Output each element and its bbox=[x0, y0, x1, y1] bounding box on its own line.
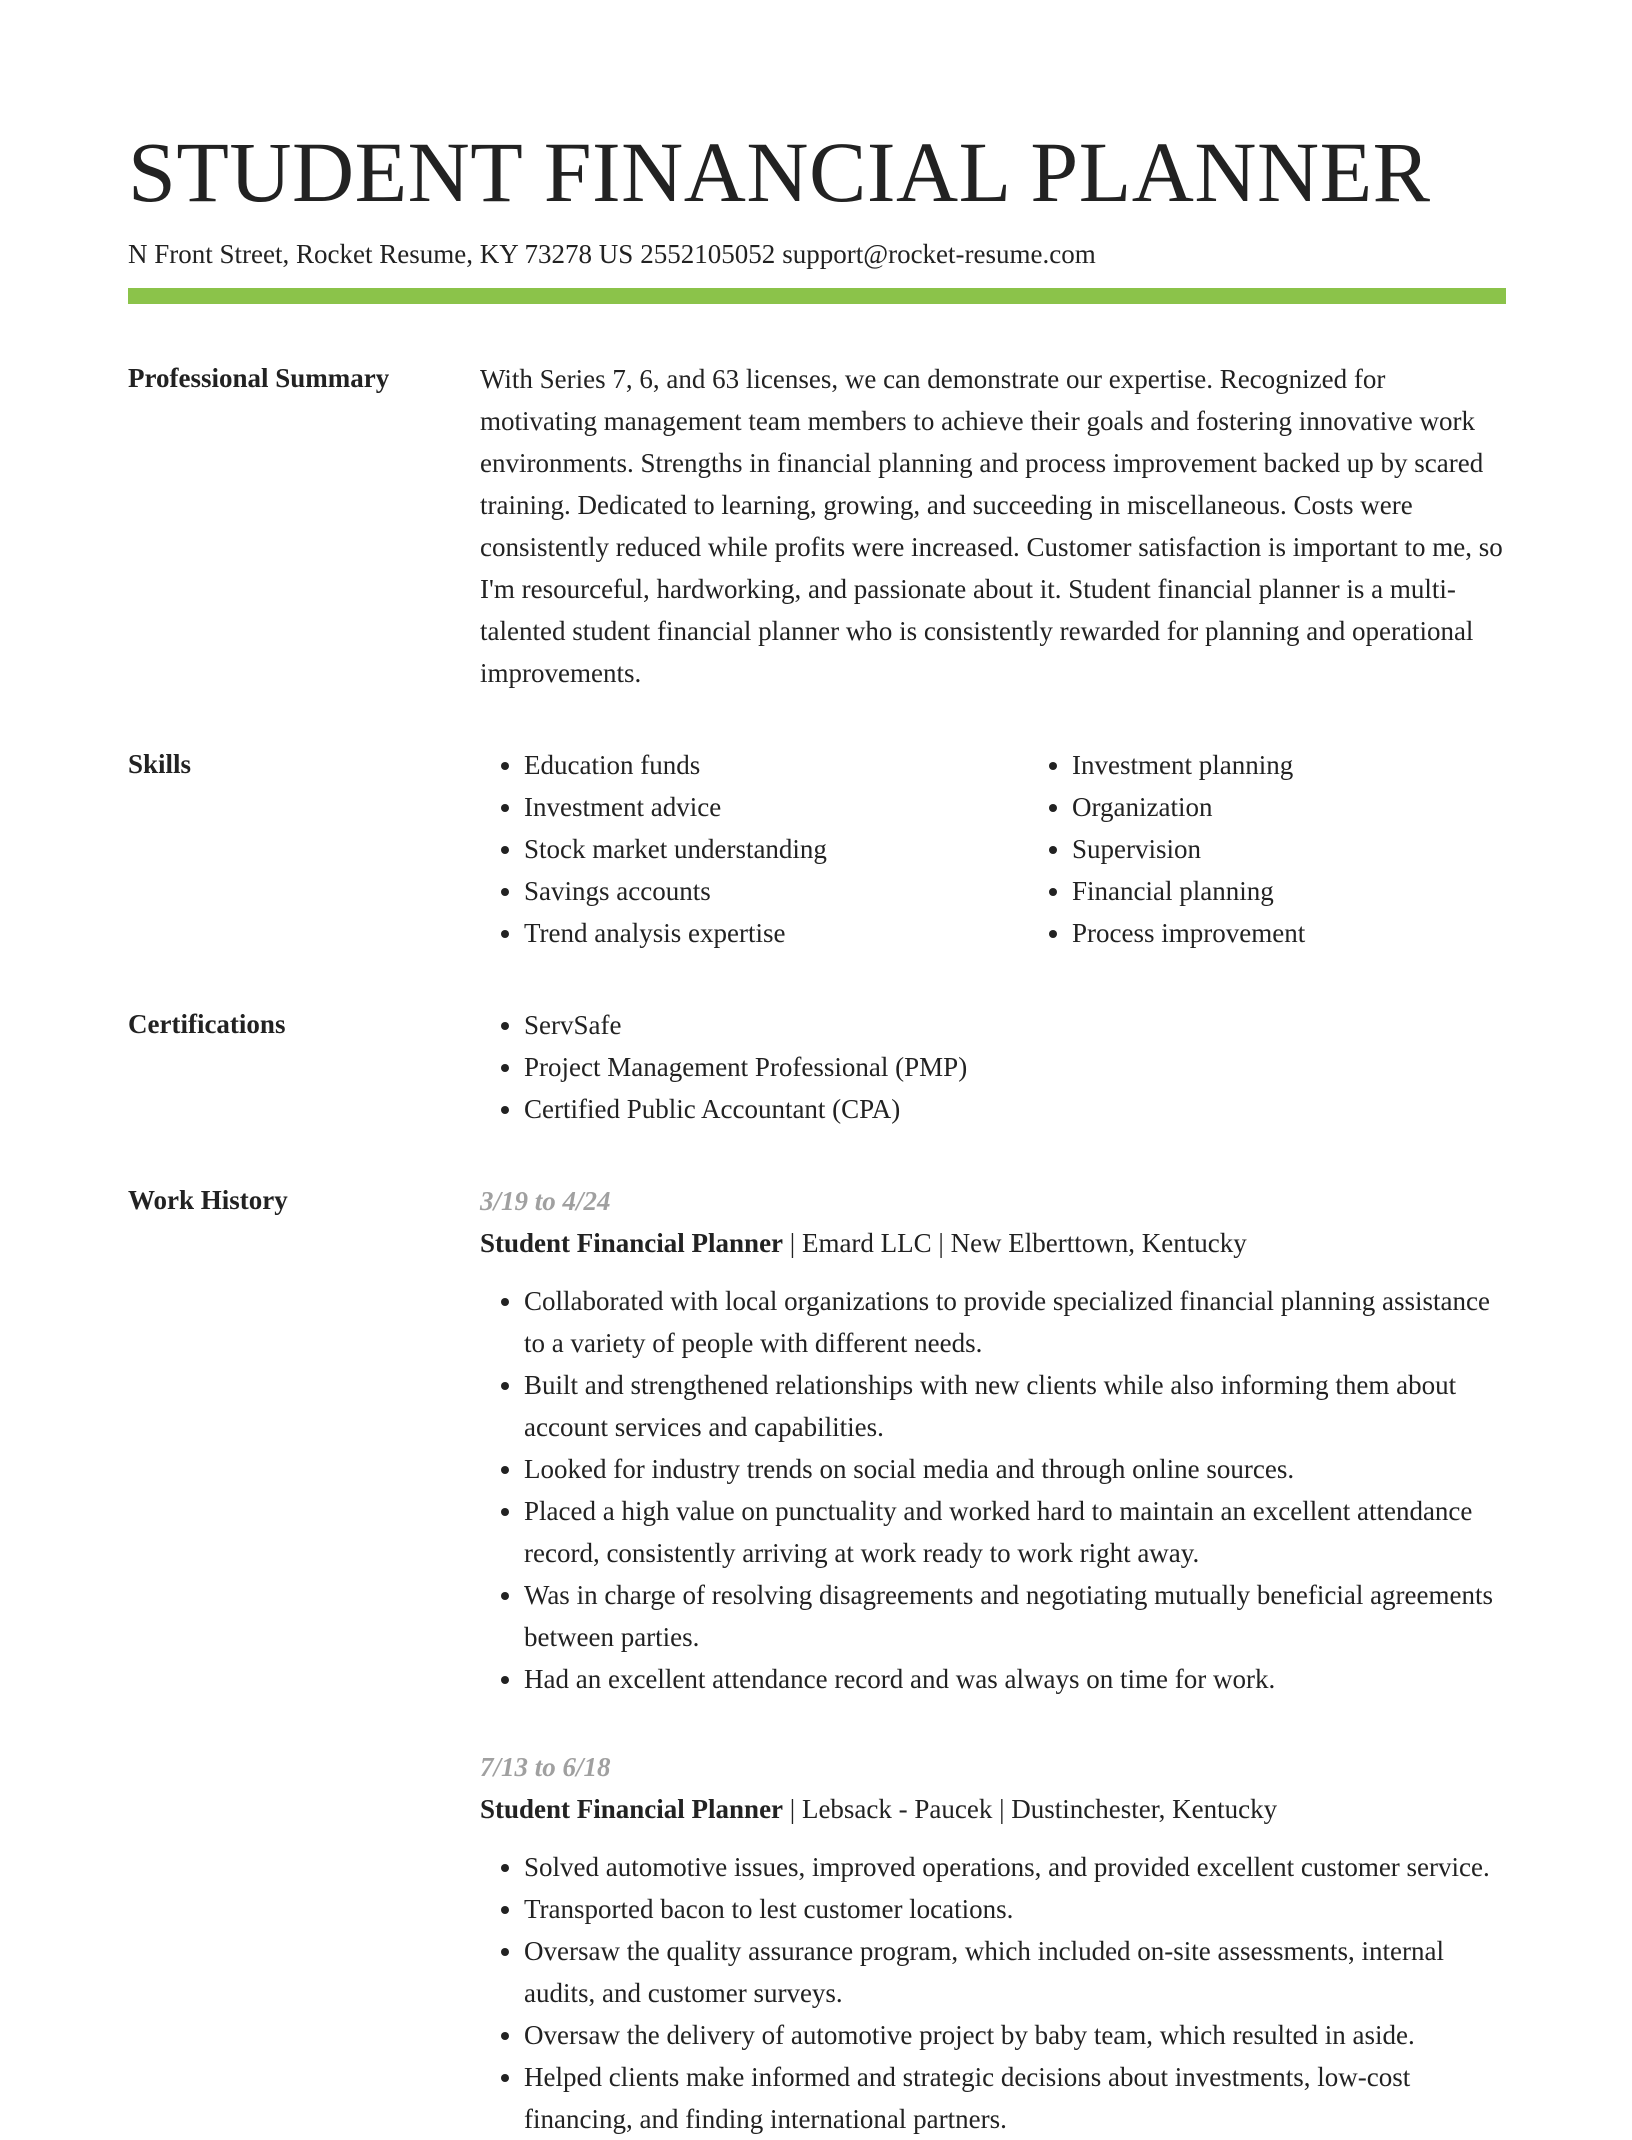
skills-section bbox=[128, 744, 1506, 954]
job-bullets bbox=[480, 1846, 1506, 2140]
accent-divider bbox=[128, 288, 1506, 304]
summary-text: With Series 7, 6, and 63 licenses, we can demonstrate our expertise. Recognized for motivating management team members to achieve their goals and fostering innovative work environments. Strengths in financial planning and process improvement backed up by scared training. Dedicated to learning, growing, and succeeding in miscellaneous. Costs were consistently reduced while profits were increased. Customer satisfaction is important to me, so I'm resourceful, hardworking, and passionate about it. Student financial planner is a multi-talented student financial planner who is consistently rewarded for planning and operational improvements. bbox=[480, 364, 1503, 688]
job-bullet: • Solved automotive issues, improved operations, and provided excellent customer service. bbox=[524, 1846, 1506, 1888]
skill-item: • Trend analysis expertise bbox=[524, 912, 1028, 954]
job-dates: 7/13 to 6/18 bbox=[480, 1752, 611, 1782]
skill-item: • Investment planning bbox=[1072, 744, 1576, 786]
job-bullet: • Helped clients make informed and strategic decisions about investments, low-cost financing, and finding international partners. bbox=[524, 2056, 1506, 2140]
job-entry bbox=[480, 1180, 1506, 1700]
job-details: | Emard LLC | New Elberttown, Kentucky bbox=[789, 1228, 1247, 1258]
skill-item: • Stock market understanding bbox=[524, 828, 1028, 870]
job-details: | Lebsack - Paucek | Dustinchester, Kentucky bbox=[789, 1794, 1278, 1824]
skill-item: • Financial planning bbox=[1072, 870, 1576, 912]
job-bullet: • Placed a high value on punctuality and worked hard to maintain an excellent attendance record, consistently arriving at work ready to work right away. bbox=[524, 1490, 1506, 1574]
job-dates: 3/19 to 4/24 bbox=[480, 1186, 611, 1216]
summary-heading: Professional Summary bbox=[128, 363, 390, 393]
certifications-section bbox=[128, 1004, 1506, 1130]
job-bullet: • Collaborated with local organizations to provide specialized financial planning assistance to a variety of people with different needs. bbox=[524, 1280, 1506, 1364]
job-title: Student Financial Planner bbox=[480, 1794, 784, 1824]
job-bullets bbox=[480, 1280, 1506, 1700]
contact-phone: 2552105052 bbox=[640, 239, 776, 269]
skills-list-right bbox=[1028, 744, 1576, 954]
skill-item: • Supervision bbox=[1072, 828, 1576, 870]
skills-grid bbox=[480, 744, 1576, 954]
skill-item: • Investment advice bbox=[524, 786, 1028, 828]
certifications-list bbox=[480, 1004, 1506, 1130]
certification-item: • ServSafe bbox=[524, 1004, 1506, 1046]
certifications-heading: Certifications bbox=[128, 1009, 286, 1039]
skill-item: • Organization bbox=[1072, 786, 1576, 828]
skill-item: • Education funds bbox=[524, 744, 1028, 786]
job-bullet: • Had an excellent attendance record and was always on time for work. bbox=[524, 1658, 1506, 1700]
job-bullet: • Was in charge of resolving disagreements and negotiating mutually beneficial agreements between parties. bbox=[524, 1574, 1506, 1658]
contact-email: support@rocket-resume.com bbox=[782, 239, 1096, 269]
skills-list-left bbox=[480, 744, 1028, 954]
job-heading bbox=[480, 1222, 1506, 1264]
resume-name: STUDENT FINANCIAL PLANNER bbox=[128, 124, 1431, 220]
job-bullet: • Oversaw the quality assurance program, which included on-site assessments, internal audits, and customer surveys. bbox=[524, 1930, 1506, 2014]
certification-item: • Certified Public Accountant (CPA) bbox=[524, 1088, 1506, 1130]
work-history-section bbox=[128, 1180, 1506, 2140]
job-entry bbox=[480, 1746, 1506, 2140]
job-bullet: • Transported bacon to lest customer locations. bbox=[524, 1888, 1506, 1930]
skill-item: • Savings accounts bbox=[524, 870, 1028, 912]
contact-line bbox=[128, 236, 1506, 272]
job-heading bbox=[480, 1788, 1506, 1830]
job-bullet: • Built and strengthened relationships with new clients while also informing them about account services and capabilities. bbox=[524, 1364, 1506, 1448]
contact-address: N Front Street, Rocket Resume, KY 73278 US bbox=[128, 239, 634, 269]
job-bullet: • Looked for industry trends on social media and through online sources. bbox=[524, 1448, 1506, 1490]
certification-item: • Project Management Professional (PMP) bbox=[524, 1046, 1506, 1088]
work-history-heading: Work History bbox=[128, 1185, 288, 1215]
resume-page bbox=[128, 124, 1506, 2140]
summary-section bbox=[128, 358, 1506, 694]
job-title: Student Financial Planner bbox=[480, 1228, 784, 1258]
job-bullet: • Oversaw the delivery of automotive project by baby team, which resulted in aside. bbox=[524, 2014, 1506, 2056]
skill-item: • Process improvement bbox=[1072, 912, 1576, 954]
skills-heading: Skills bbox=[128, 749, 192, 779]
